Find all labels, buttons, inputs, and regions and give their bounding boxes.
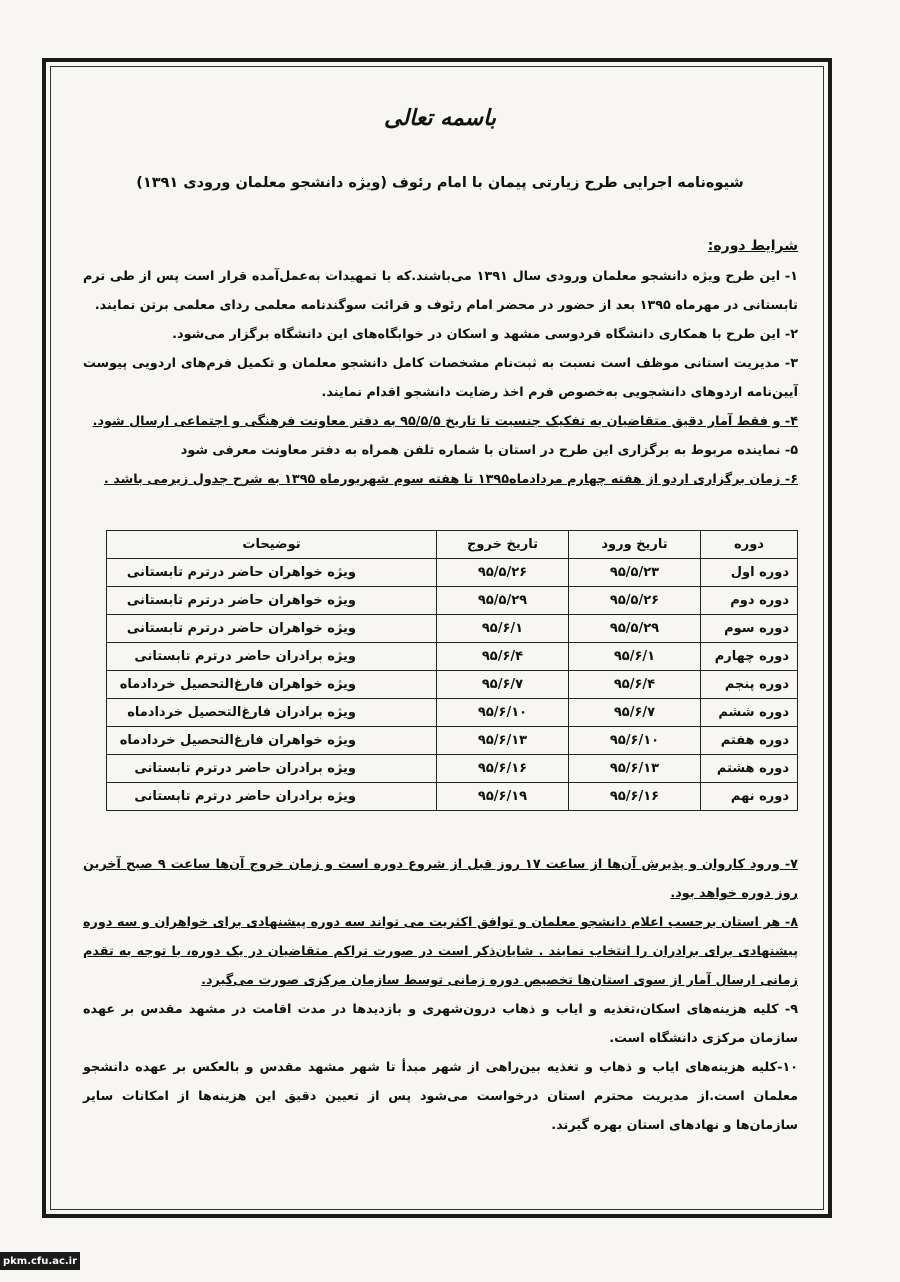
cell-course: دوره سوم — [701, 615, 798, 643]
condition-item-2: ۲- این طرح با همکاری دانشگاه فردوسی مشهد و اسکان در خوابگاه‌های این دانشگاه برگزار می‌شود. — [172, 327, 798, 342]
cell-exit-date: ۹۵/۶/۷ — [437, 671, 569, 699]
cell-course: دوره ششم — [701, 699, 798, 727]
table-row — [107, 559, 798, 587]
cell-course: دوره دوم — [701, 587, 798, 615]
table-row — [107, 643, 798, 671]
condition-item-4: ۴- و فقط آمار دقیق متقاضیان به تفکیک جنسیت تا تاریخ ۹۵/۵/۵ به دفتر معاونت فرهنگی و اجتماعی ارسال شود. — [92, 414, 798, 429]
note-item-8: ۸- هر استان برحسب اعلام دانشجو معلمان و توافق اکثریت می تواند سه دوره پیشنهادی برای خواهران و سه دوره پیشنهادی برای برادران را انتخاب نمایند . شایان‌ذکر است در صورت تراکم متقاضیان در یک دوره، با توجه به تقدم زمانی ارسال آمار از سوی استان‌ها تخصیص دوره زمانی توسط سازمان مرکزی صورت می‌گیرد. — [83, 915, 798, 988]
condition-item-5: ۵- نماینده مربوط به برگزاری این طرح در استان با شماره تلفن همراه به دفتر معاونت معرفی شود — [180, 443, 798, 458]
cell-description: ویژه خواهران فارغ‌التحصیل خردادماه — [107, 727, 437, 755]
cell-entry-date: ۹۵/۵/۲۹ — [569, 615, 701, 643]
cell-description: ویژه خواهران فارغ‌التحصیل خردادماه — [107, 671, 437, 699]
conditions-heading: شرایط دوره: — [707, 238, 798, 254]
cell-description: ویژه خواهران حاضر درترم تابستانی — [107, 615, 437, 643]
note-item-10: ۱۰-کلیه هزینه‌های ایاب و ذهاب و تغذیه بین‌راهی از شهر مبدأ تا شهر مشهد مقدس و بالعکس بر عهده دانشجو معلمان است.از مدیریت محترم استان درخواست می‌شود پس از تعیین دقیق این هزینه‌ها از امکانات سایر سازمان‌ها و نهادهای استان بهره گیرند. — [83, 1060, 798, 1133]
note-item-7: ۷- ورود کاروان و پذیرش آن‌ها از ساعت ۱۷ روز قبل از شروع دوره است و زمان خروج آن‌ها ساعت ۹ صبح آخرین روز دوره خواهد بود. — [83, 857, 798, 901]
schedule-table-wrapper — [106, 530, 798, 811]
cell-course: دوره نهم — [701, 783, 798, 811]
cell-course: دوره اول — [701, 559, 798, 587]
cell-description: ویژه برادران فارغ‌التحصیل خردادماه — [107, 699, 437, 727]
header-description: توضیحات — [107, 531, 437, 559]
header-exit-date: تاریخ خروج — [437, 531, 569, 559]
conditions-list — [83, 262, 798, 494]
table-header-row — [107, 531, 798, 559]
cell-course: دوره چهارم — [701, 643, 798, 671]
cell-course: دوره هفتم — [701, 727, 798, 755]
cell-entry-date: ۹۵/۵/۲۳ — [569, 559, 701, 587]
cell-entry-date: ۹۵/۶/۱۶ — [569, 783, 701, 811]
table-row — [107, 783, 798, 811]
cell-description: ویژه خواهران حاضر درترم تابستانی — [107, 587, 437, 615]
table-row — [107, 615, 798, 643]
cell-entry-date: ۹۵/۵/۲۶ — [569, 587, 701, 615]
header-course: دوره — [701, 531, 798, 559]
document-page — [60, 70, 820, 1200]
cell-course: دوره هشتم — [701, 755, 798, 783]
condition-item-1: ۱- این طرح ویژه دانشجو معلمان ورودی سال ۱۳۹۱ می‌باشند.که با تمهیدات به‌عمل‌آمده قرار است پس از طی ترم تابستانی در مهرماه ۱۳۹۵ بعد از حضور در محضر امام رئوف و قرائت سوگندنامه معلمی ردای معلمی برتن نمایند. — [83, 269, 798, 313]
table-row — [107, 587, 798, 615]
cell-entry-date: ۹۵/۶/۱۳ — [569, 755, 701, 783]
table-row — [107, 699, 798, 727]
cell-exit-date: ۹۵/۶/۱ — [437, 615, 569, 643]
cell-description: ویژه برادران حاضر درترم تابستانی — [107, 755, 437, 783]
cell-exit-date: ۹۵/۶/۴ — [437, 643, 569, 671]
basmala: باسمه تعالی — [384, 105, 496, 131]
header-entry-date: تاریخ ورود — [569, 531, 701, 559]
cell-exit-date: ۹۵/۶/۱۹ — [437, 783, 569, 811]
cell-entry-date: ۹۵/۶/۷ — [569, 699, 701, 727]
notes-list — [83, 850, 798, 1140]
cell-entry-date: ۹۵/۶/۱ — [569, 643, 701, 671]
cell-exit-date: ۹۵/۶/۱۰ — [437, 699, 569, 727]
cell-exit-date: ۹۵/۶/۱۳ — [437, 727, 569, 755]
cell-exit-date: ۹۵/۶/۱۶ — [437, 755, 569, 783]
cell-entry-date: ۹۵/۶/۴ — [569, 671, 701, 699]
note-item-9: ۹- کلیه هزینه‌های اسکان،تغذیه و ایاب و ذهاب درون‌شهری و بازدیدها در مدت اقامت در مشهد مقدس بر عهده سازمان مرکزی دانشگاه است. — [83, 1002, 798, 1046]
table-row — [107, 755, 798, 783]
cell-exit-date: ۹۵/۵/۲۶ — [437, 559, 569, 587]
table-row — [107, 727, 798, 755]
document-title: شیوه‌نامه اجرایی طرح زیارتی پیمان با امام رئوف (ویژه دانشجو معلمان ورودی ۱۳۹۱) — [136, 175, 744, 191]
cell-description: ویژه برادران حاضر درترم تابستانی — [107, 643, 437, 671]
site-logo: pkm.cfu.ac.ir — [0, 1252, 80, 1270]
condition-item-3: ۳- مدیریت استانی موظف است نسبت به ثبت‌نام مشخصات کامل دانشجو معلمان و تکمیل فرم‌های اردویی پیوست آیین‌نامه اردوهای دانشجویی به‌خصوص فرم اخذ رضایت دانشجو اقدام نمایند. — [83, 356, 798, 400]
cell-exit-date: ۹۵/۵/۲۹ — [437, 587, 569, 615]
cell-description: ویژه برادران حاضر درترم تابستانی — [107, 783, 437, 811]
cell-course: دوره پنجم — [701, 671, 798, 699]
cell-description: ویژه خواهران حاضر درترم تابستانی — [107, 559, 437, 587]
cell-entry-date: ۹۵/۶/۱۰ — [569, 727, 701, 755]
table-row — [107, 671, 798, 699]
schedule-table — [106, 530, 798, 811]
condition-item-6: ۶- زمان برگزاری اردو از هفته چهارم مردادماه۱۳۹۵ تا هفته سوم شهریورماه ۱۳۹۵ به شرح جدول زیرمی باشد . — [103, 472, 798, 487]
